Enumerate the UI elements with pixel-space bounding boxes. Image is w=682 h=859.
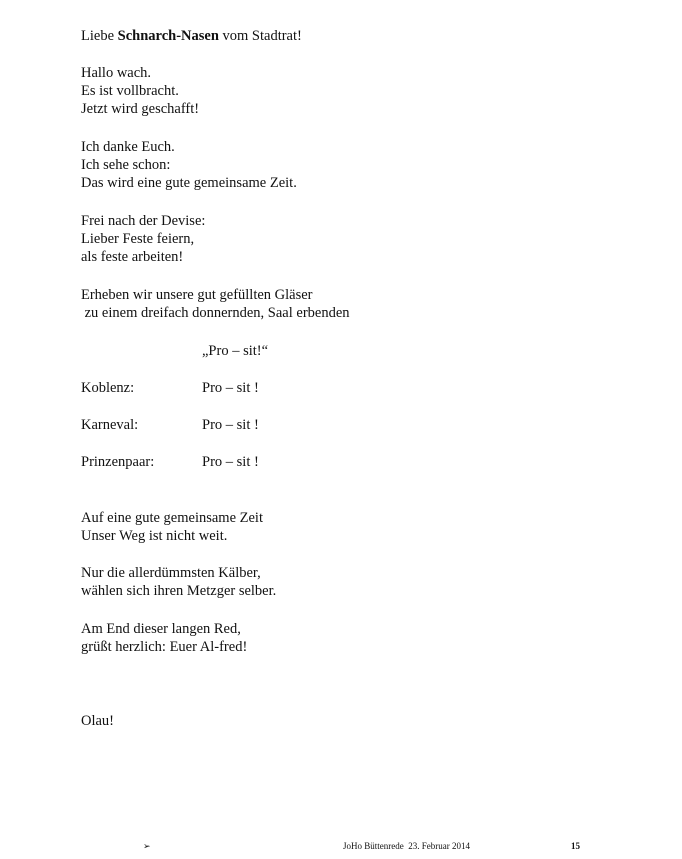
text-line: Ich danke Euch.: [81, 139, 175, 155]
toast-heading: „Pro – sit!“: [202, 343, 269, 359]
text-line: Ich sehe schon:: [81, 157, 171, 173]
toast-label: Koblenz:: [81, 380, 135, 396]
text-line: Das wird eine gute gemeinsame Zeit.: [81, 175, 297, 191]
footer-text: JoHo Büttenrede 23. Februar 2014: [343, 841, 470, 851]
toast-value: Pro – sit !: [202, 417, 259, 433]
greeting-line: [81, 27, 302, 45]
bullet-marker-icon: ➢: [143, 841, 151, 851]
text-line: Hallo wach.: [81, 65, 152, 81]
text-line: Lieber Feste feiern,: [81, 231, 195, 247]
text-line: grüßt herzlich: Euer Al-fred!: [81, 639, 248, 655]
toast-label: Karneval:: [81, 417, 139, 433]
text-line: Auf eine gute gemeinsame Zeit: [81, 510, 263, 526]
text-line: wählen sich ihren Metzger selber.: [81, 583, 277, 599]
page-number: 15: [571, 841, 580, 851]
text-line: als feste arbeiten!: [81, 249, 184, 265]
closing-line: Olau!: [81, 713, 115, 729]
toast-value: Pro – sit !: [202, 454, 259, 470]
text-line: Frei nach der Devise:: [81, 213, 206, 229]
greeting-prefix: Liebe: [81, 28, 118, 44]
text-line: Es ist vollbracht.: [81, 83, 179, 99]
greeting-bold: Schnarch-Nasen: [117, 28, 219, 44]
toast-label: Prinzenpaar:: [81, 454, 155, 470]
text-line: Unser Weg ist nicht weit.: [81, 528, 228, 544]
text-line: Nur die allerdümmsten Kälber,: [81, 565, 261, 581]
toast-value: Pro – sit !: [202, 380, 259, 396]
text-line: Jetzt wird geschafft!: [81, 101, 200, 117]
text-line: Am End dieser langen Red,: [81, 621, 241, 637]
text-line: Erheben wir unsere gut gefüllten Gläser: [81, 287, 313, 303]
text-line: zu einem dreifach donnernden, Saal erbenden: [81, 305, 350, 321]
greeting-suffix: vom Stadtrat!: [218, 28, 302, 44]
